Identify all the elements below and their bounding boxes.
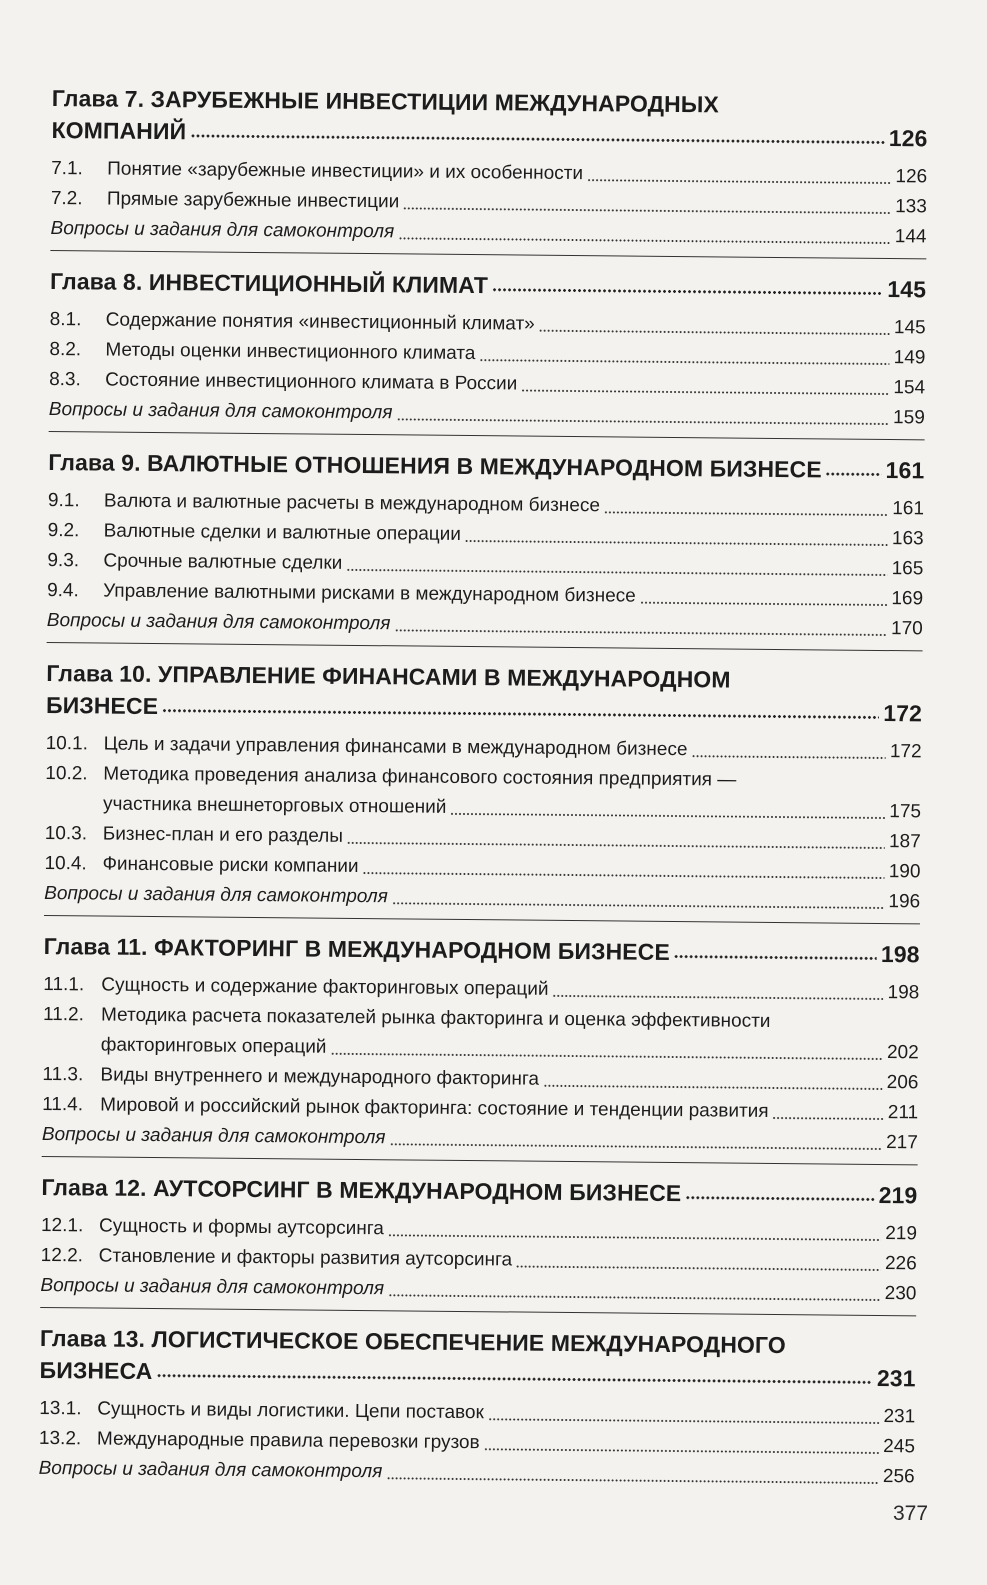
questions-page-number: 256 bbox=[882, 1466, 915, 1488]
section-title: Валюта и валютные расчеты в международном бизнесе bbox=[103, 490, 601, 517]
dot-leader bbox=[363, 872, 885, 879]
chapter-title bbox=[50, 265, 926, 305]
dot-leader bbox=[516, 1266, 881, 1272]
questions-page-number: 217 bbox=[886, 1132, 918, 1154]
dot-leader bbox=[388, 1234, 881, 1241]
section-page-number: 133 bbox=[895, 196, 927, 218]
chapter-title-line: Глава 10. УПРАВЛЕНИЕ ФИНАНСАМИ В МЕЖДУНАРОДНОМ bbox=[46, 659, 731, 693]
chapter-title bbox=[39, 1322, 916, 1394]
questions-page-number: 196 bbox=[888, 891, 921, 913]
section-title: Сущность и содержание факторинговых операций bbox=[101, 974, 549, 1000]
chapter-page-number: 198 bbox=[880, 940, 920, 968]
questions-label: Вопросы и задания для самоконтроля bbox=[41, 1123, 386, 1149]
section-page-number: 169 bbox=[891, 588, 924, 610]
section-number: 10.2. bbox=[45, 762, 88, 785]
section-page-number: 211 bbox=[887, 1102, 919, 1124]
section-number: 8.3. bbox=[49, 368, 81, 391]
chapter-page-number: 172 bbox=[883, 700, 923, 727]
dot-leader bbox=[604, 511, 888, 516]
section-number: 8.2. bbox=[49, 338, 82, 361]
questions-page-number: 144 bbox=[894, 226, 927, 248]
section-page-number: 163 bbox=[891, 528, 924, 550]
chapter-title-line: БИЗНЕСЕ bbox=[45, 691, 159, 720]
dot-leader bbox=[674, 955, 877, 960]
section-number: 10.3. bbox=[44, 822, 88, 845]
dot-leader bbox=[398, 237, 891, 244]
dot-leader bbox=[465, 540, 888, 546]
chapter-8 bbox=[49, 265, 927, 440]
section-number: 11.1. bbox=[43, 973, 85, 996]
section-number: 7.2. bbox=[50, 187, 83, 210]
section-page-number: 145 bbox=[893, 317, 926, 339]
section-title: Сущность и формы аутсорсинга bbox=[98, 1215, 384, 1240]
questions-label: Вопросы и задания для самоконтроля bbox=[40, 1274, 385, 1300]
section-page-number: 126 bbox=[895, 166, 928, 188]
dot-leader bbox=[396, 418, 889, 425]
dot-leader bbox=[394, 629, 887, 636]
section-number: 13.1. bbox=[39, 1397, 82, 1420]
section-page-number: 190 bbox=[888, 861, 921, 883]
section-page-number: 202 bbox=[886, 1042, 919, 1064]
dot-leader bbox=[388, 1294, 881, 1301]
section-title: Методы оценки инвестиционного климата bbox=[105, 339, 476, 365]
chapter-title-line: КОМПАНИЙ bbox=[51, 116, 187, 145]
dot-leader bbox=[450, 813, 885, 819]
chapter-title-line: Глава 13. ЛОГИСТИЧЕСКОЕ ОБЕСПЕЧЕНИЕ МЕЖДУНАРОДНОГО bbox=[39, 1324, 786, 1359]
divider bbox=[42, 1156, 918, 1165]
section-number: 7.1. bbox=[51, 157, 83, 180]
toc-entry bbox=[45, 759, 922, 827]
section-page-number: 161 bbox=[892, 498, 925, 520]
chapter-page-number: 145 bbox=[887, 276, 927, 303]
chapter-title-line: Глава 8. ИНВЕСТИЦИОННЫЙ КЛИМАТ bbox=[49, 267, 489, 299]
section-number: 12.1. bbox=[40, 1214, 84, 1237]
dot-leader bbox=[389, 1143, 882, 1150]
chapter-12 bbox=[40, 1171, 917, 1316]
section-page-number: 149 bbox=[893, 347, 926, 369]
section-page-number: 165 bbox=[891, 558, 924, 580]
dot-leader bbox=[330, 1053, 883, 1060]
chapter-title-line: Глава 9. ВАЛЮТНЫЕ ОТНОШЕНИЯ В МЕЖДУНАРОДНОМ БИЗНЕСЕ bbox=[48, 448, 822, 483]
section-title-continued: участника внешнеторговых отношений bbox=[102, 793, 447, 818]
dot-leader bbox=[691, 755, 885, 759]
section-title: Понятие «зарубежные инвестиции» и их особенности bbox=[107, 158, 584, 185]
chapter-9 bbox=[47, 446, 925, 651]
dot-leader bbox=[492, 288, 883, 295]
section-page-number: 154 bbox=[893, 377, 926, 399]
questions-page-number: 230 bbox=[884, 1283, 917, 1305]
chapter-title-line: Глава 7. ЗАРУБЕЖНЫЕ ИНВЕСТИЦИИ МЕЖДУНАРОДНЫХ bbox=[51, 84, 720, 118]
chapter-title-line: БИЗНЕСА bbox=[39, 1356, 153, 1385]
section-page-number: 187 bbox=[888, 831, 921, 853]
section-title-continued: факторинговых операций bbox=[100, 1034, 327, 1058]
section-title: Финансовые риски компании bbox=[102, 853, 359, 877]
dot-leader bbox=[685, 1196, 874, 1201]
chapter-title bbox=[48, 446, 924, 486]
dot-leader bbox=[392, 902, 885, 909]
section-number: 9.2. bbox=[47, 519, 80, 542]
divider bbox=[49, 431, 925, 440]
section-number: 9.1. bbox=[47, 489, 80, 512]
section-number: 8.1. bbox=[49, 308, 82, 331]
divider bbox=[40, 1307, 916, 1316]
toc-entry bbox=[43, 1000, 920, 1068]
section-page-number: 198 bbox=[887, 982, 920, 1004]
chapter-title bbox=[51, 82, 928, 154]
section-number: 9.3. bbox=[47, 549, 80, 572]
chapter-page-number: 126 bbox=[888, 125, 928, 152]
questions-label: Вопросы и задания для самоконтроля bbox=[46, 609, 391, 635]
section-title: Бизнес-план и его разделы bbox=[102, 823, 344, 847]
dot-leader bbox=[552, 995, 883, 1000]
section-page-number: 206 bbox=[886, 1072, 919, 1094]
section-title: Международные правила перевозки грузов bbox=[96, 1428, 480, 1454]
chapter-11 bbox=[42, 930, 920, 1165]
questions-label: Вопросы и задания для самоконтроля bbox=[38, 1457, 383, 1483]
dot-leader bbox=[539, 330, 890, 335]
dot-leader bbox=[826, 472, 882, 476]
section-number: 9.4. bbox=[47, 579, 79, 602]
dot-leader bbox=[162, 709, 879, 719]
dot-leader bbox=[156, 1374, 873, 1384]
dot-leader bbox=[488, 1418, 880, 1424]
section-page-number: 226 bbox=[884, 1253, 917, 1275]
questions-label: Вопросы и задания для самоконтроля bbox=[44, 882, 388, 908]
divider bbox=[47, 642, 923, 651]
section-title: Методика проведения анализа финансового состояния предприятия — bbox=[103, 763, 737, 791]
section-title: Сущность и виды логистики. Цепи поставок bbox=[97, 1398, 484, 1424]
chapter-page-number: 161 bbox=[885, 457, 925, 484]
section-page-number: 172 bbox=[889, 741, 922, 763]
chapter-title bbox=[41, 1171, 917, 1211]
dot-leader bbox=[484, 1448, 880, 1454]
dot-leader bbox=[640, 602, 888, 606]
section-number: 12.2. bbox=[40, 1244, 84, 1267]
section-page-number: 175 bbox=[889, 801, 922, 823]
section-page-number: 245 bbox=[883, 1436, 916, 1458]
dot-leader bbox=[773, 1117, 884, 1120]
section-number: 10.4. bbox=[44, 852, 87, 875]
dot-leader bbox=[587, 179, 891, 184]
questions-page-number: 170 bbox=[890, 618, 923, 640]
questions-label: Вопросы и задания для самоконтроля bbox=[50, 217, 395, 243]
dot-leader bbox=[479, 359, 889, 365]
dot-leader bbox=[403, 207, 891, 214]
dot-leader bbox=[521, 390, 889, 396]
section-title: Состояние инвестиционного климата в России bbox=[105, 369, 518, 395]
section-number: 10.1. bbox=[45, 732, 89, 755]
page-number: 377 bbox=[893, 1502, 929, 1525]
chapter-title-line: Глава 11. ФАКТОРИНГ В МЕЖДУНАРОДНОМ БИЗНЕСЕ bbox=[43, 932, 670, 965]
table-of-contents bbox=[39, 82, 928, 1492]
section-number: 11.2. bbox=[42, 1003, 85, 1026]
section-number: 11.3. bbox=[42, 1063, 84, 1086]
chapter-page-number: 231 bbox=[876, 1364, 916, 1392]
section-title: Становление и факторы развития аутсорсинга bbox=[98, 1245, 513, 1271]
dot-leader bbox=[346, 569, 887, 576]
dot-leader bbox=[543, 1085, 883, 1090]
section-title: Виды внутреннего и международного факторинга bbox=[100, 1064, 540, 1090]
divider bbox=[44, 915, 920, 924]
section-page-number: 231 bbox=[883, 1406, 916, 1428]
section-title: Мировой и российский рынок факторинга: состояние и тенденции развития bbox=[100, 1094, 769, 1122]
dot-leader bbox=[347, 842, 885, 849]
questions-label: Вопросы и задания для самоконтроля bbox=[48, 398, 393, 424]
dot-leader bbox=[190, 134, 885, 144]
chapter-10 bbox=[44, 657, 922, 924]
section-title: Управление валютными рисками в международном бизнесе bbox=[103, 580, 636, 607]
section-title: Срочные валютные сделки bbox=[103, 550, 343, 574]
chapter-13 bbox=[39, 1322, 917, 1492]
questions-page-number: 159 bbox=[893, 407, 925, 429]
section-page-number: 219 bbox=[885, 1223, 918, 1245]
section-title: Валютные сделки и валютные операции bbox=[103, 520, 462, 545]
section-title: Цель и задачи управления финансами в международном бизнесе bbox=[103, 733, 688, 761]
divider bbox=[50, 250, 926, 259]
section-title: Содержание понятия «инвестиционный климат» bbox=[105, 309, 535, 335]
section-number: 13.2. bbox=[38, 1427, 82, 1450]
chapter-7 bbox=[50, 82, 928, 259]
chapter-title-line: Глава 12. АУТСОРСИНГ В МЕЖДУНАРОДНОМ БИЗНЕСЕ bbox=[41, 1173, 682, 1207]
chapter-title bbox=[46, 657, 923, 729]
chapter-title bbox=[44, 930, 920, 970]
section-title: Методика расчета показателей рынка факторинга и оценка эффективности bbox=[100, 1004, 771, 1032]
chapter-page-number: 219 bbox=[878, 1181, 918, 1209]
section-number: 11.4. bbox=[42, 1093, 84, 1116]
section-title: Прямые зарубежные инвестиции bbox=[106, 188, 400, 213]
dot-leader bbox=[386, 1477, 879, 1484]
